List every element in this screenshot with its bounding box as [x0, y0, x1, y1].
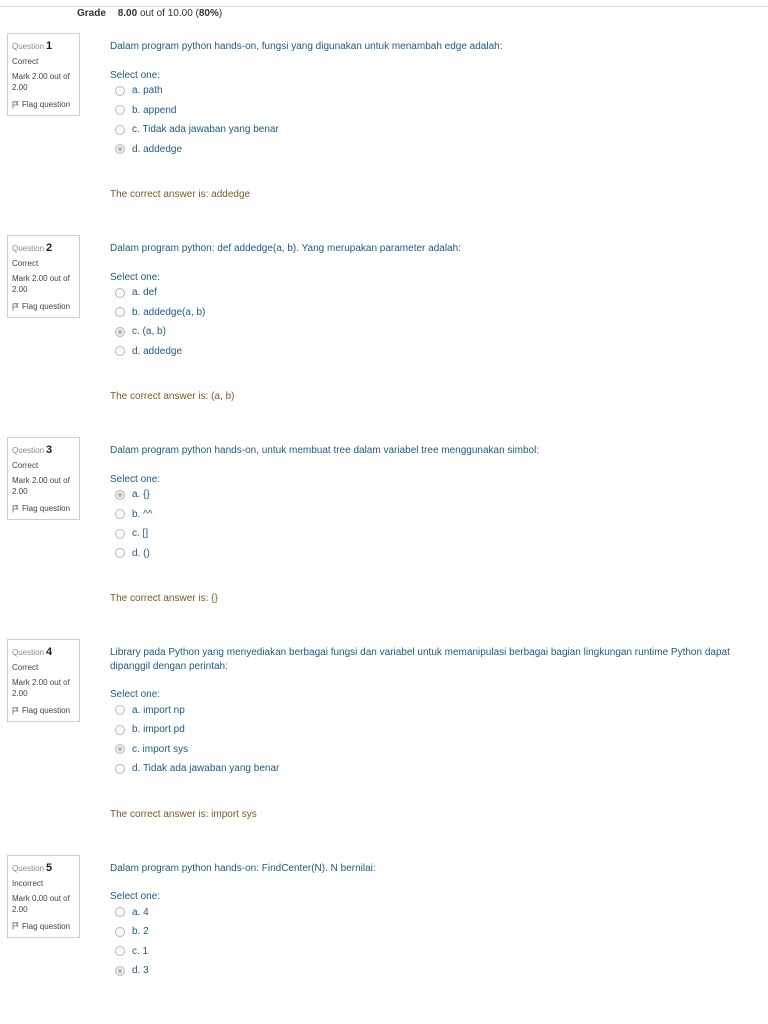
radio-unselected[interactable] [115, 725, 125, 735]
question-text: Dalam program python: def addedge(a, b). Yang merupakan parameter adalah: [110, 243, 461, 254]
question-block [0, 639, 768, 822]
flag-icon [12, 303, 19, 311]
grade-label: Grade [77, 8, 106, 19]
question-info-box [7, 855, 80, 938]
answer-option[interactable] [110, 303, 745, 323]
flag-question-label: Flag question [22, 706, 71, 715]
question-word: Question [12, 244, 45, 253]
answer-option[interactable] [110, 903, 745, 923]
question-mark: Mark 2.00 out of 2.00 [12, 274, 70, 294]
answer-option[interactable] [110, 81, 745, 101]
question-state: Correct [12, 259, 39, 268]
answer-options [110, 485, 745, 563]
answer-option-label: d. addedge [132, 345, 183, 357]
quiz-review [0, 33, 768, 1014]
flag-question-link[interactable] [12, 502, 75, 515]
radio-unselected[interactable] [115, 927, 125, 937]
answer-options [110, 903, 745, 981]
answer-option[interactable] [110, 922, 745, 942]
question-text: Dalam program python hands-on, untuk membuat tree dalam variabel tree menggunakan simbol: [110, 445, 540, 456]
grade-out-of: out of 10.00 ( [139, 8, 199, 19]
answer-option-label: a. 4 [132, 906, 149, 918]
question-info-box [7, 235, 80, 318]
question-number-value: 3 [46, 444, 53, 456]
question-mark: Mark 2.00 out of 2.00 [12, 476, 70, 496]
question-content [110, 33, 745, 202]
correct-answer-feedback: The correct answer is: import sys [110, 808, 257, 820]
question-info-box [7, 437, 80, 520]
question-word: Question [12, 42, 45, 51]
question-block [0, 235, 768, 404]
question-mark: Mark 0.00 out of 2.00 [12, 893, 70, 914]
question-content [110, 855, 745, 981]
answer-option-label: c. 1 [132, 945, 149, 957]
question-text: Dalam program python hands-on, fungsi yang digunakan untuk menambah edge adalah: [110, 41, 503, 52]
radio-selected[interactable] [115, 327, 125, 337]
answer-option-label: b. import pd [132, 724, 185, 736]
question-state: Correct [12, 663, 39, 672]
question-state: Incorrect [12, 878, 44, 888]
flag-icon [12, 922, 19, 930]
question-state: Correct [12, 57, 39, 66]
radio-selected[interactable] [115, 490, 125, 500]
answer-option[interactable] [110, 720, 745, 740]
question-number [12, 38, 75, 54]
answer-option-label: c. Tidak ada jawaban yang benar [132, 124, 279, 136]
answer-option-label: c. [] [132, 528, 149, 540]
radio-unselected[interactable] [115, 764, 125, 774]
question-state: Correct [12, 461, 39, 470]
flag-question-label: Flag question [22, 921, 71, 931]
question-number [12, 860, 75, 876]
question-number [12, 240, 75, 256]
answer-option[interactable] [110, 120, 745, 140]
question-word: Question [12, 648, 45, 657]
flag-question-label: Flag question [22, 100, 71, 109]
question-block [0, 33, 768, 202]
flag-icon [12, 505, 19, 513]
question-text: Dalam program python hands-on: FindCenter(N). N bernilai: [110, 862, 376, 874]
grade-close: ) [218, 8, 223, 19]
answer-option-label: c. import sys [132, 743, 189, 755]
answer-option-label: c. (a, b) [132, 326, 166, 338]
select-one-prompt: Select one: [110, 69, 161, 81]
radio-unselected[interactable] [115, 509, 125, 519]
answer-option-label: d. () [132, 547, 150, 559]
radio-selected[interactable] [115, 144, 125, 154]
grade-summary [77, 7, 222, 20]
radio-unselected[interactable] [115, 907, 125, 917]
answer-option[interactable] [110, 740, 745, 760]
answer-option[interactable] [110, 961, 745, 981]
radio-unselected[interactable] [115, 307, 125, 317]
correct-answer-feedback: The correct answer is: {} [110, 593, 218, 604]
select-one-prompt: Select one: [110, 689, 161, 700]
answer-option-label: d. Tidak ada jawaban yang benar [132, 763, 280, 775]
answer-options [110, 283, 745, 361]
answer-option-label: b. append [132, 104, 177, 116]
question-block [0, 437, 768, 606]
question-number [12, 644, 75, 660]
answer-option[interactable] [110, 524, 745, 544]
flag-question-link[interactable] [12, 98, 75, 111]
answer-option[interactable] [110, 342, 745, 362]
flag-question-label: Flag question [22, 504, 71, 513]
radio-unselected[interactable] [115, 125, 125, 135]
question-content [110, 639, 745, 822]
question-word: Question [12, 863, 45, 873]
answer-option[interactable] [110, 485, 745, 505]
question-text: Library pada Python yang menyediakan berbagai fungsi dan variabel untuk memanipulasi berbagai bagian lingkungan runtime Python dapat dipanggil dengan perintah: [110, 647, 730, 672]
answer-options [110, 701, 745, 779]
radio-unselected[interactable] [115, 105, 125, 115]
question-info-box [7, 639, 80, 722]
answer-option-label: d. 3 [132, 965, 149, 977]
answer-option-label: a. path [132, 85, 163, 97]
question-block [0, 855, 768, 981]
question-number [12, 442, 75, 458]
question-number-value: 4 [46, 646, 53, 658]
flag-question-link[interactable] [12, 920, 75, 933]
answer-option-label: a. def [132, 287, 158, 299]
question-number-value: 2 [46, 242, 53, 254]
answer-option[interactable] [110, 283, 745, 303]
flag-icon [12, 101, 19, 109]
answer-option[interactable] [110, 544, 745, 564]
grade-score: 8.00 [117, 8, 138, 19]
flag-icon [12, 707, 19, 715]
answer-option-label: b. ^^ [132, 508, 153, 520]
flag-question-link[interactable] [12, 300, 75, 313]
answer-options [110, 81, 745, 159]
select-one-prompt: Select one: [110, 271, 161, 283]
question-number-value: 5 [46, 861, 53, 874]
answer-option[interactable] [110, 759, 745, 779]
question-content [110, 437, 745, 606]
answer-option[interactable] [110, 701, 745, 721]
question-mark: Mark 2.00 out of 2.00 [12, 678, 70, 698]
flag-question-label: Flag question [22, 302, 71, 311]
radio-selected[interactable] [115, 966, 125, 976]
answer-option[interactable] [110, 140, 745, 160]
grade-percent: 80% [198, 8, 219, 19]
answer-option[interactable] [110, 942, 745, 962]
radio-unselected[interactable] [115, 705, 125, 715]
flag-question-link[interactable] [12, 704, 75, 717]
question-word: Question [12, 446, 45, 455]
answer-option-label: a. {} [132, 489, 150, 501]
answer-option[interactable] [110, 505, 745, 525]
question-content [110, 235, 745, 404]
answer-option-label: d. addedge [132, 143, 183, 155]
radio-unselected[interactable] [115, 346, 125, 356]
correct-answer-feedback: The correct answer is: (a, b) [110, 391, 235, 402]
radio-unselected[interactable] [115, 529, 125, 539]
radio-unselected[interactable] [115, 288, 125, 298]
radio-selected[interactable] [115, 744, 125, 754]
answer-option[interactable] [110, 322, 745, 342]
select-one-prompt: Select one: [110, 891, 161, 902]
correct-answer-feedback: The correct answer is: addedge [110, 189, 251, 200]
question-mark: Mark 2.00 out of 2.00 [12, 72, 70, 92]
answer-option-label: b. addedge(a, b) [132, 306, 206, 318]
question-number-value: 1 [46, 40, 53, 52]
question-info-box [7, 33, 80, 116]
answer-option-label: b. 2 [132, 926, 149, 938]
answer-option[interactable] [110, 101, 745, 121]
answer-option-label: a. import np [132, 704, 185, 716]
radio-unselected[interactable] [115, 548, 125, 558]
radio-unselected[interactable] [115, 86, 125, 96]
select-one-prompt: Select one: [110, 473, 161, 485]
radio-unselected[interactable] [115, 946, 125, 956]
